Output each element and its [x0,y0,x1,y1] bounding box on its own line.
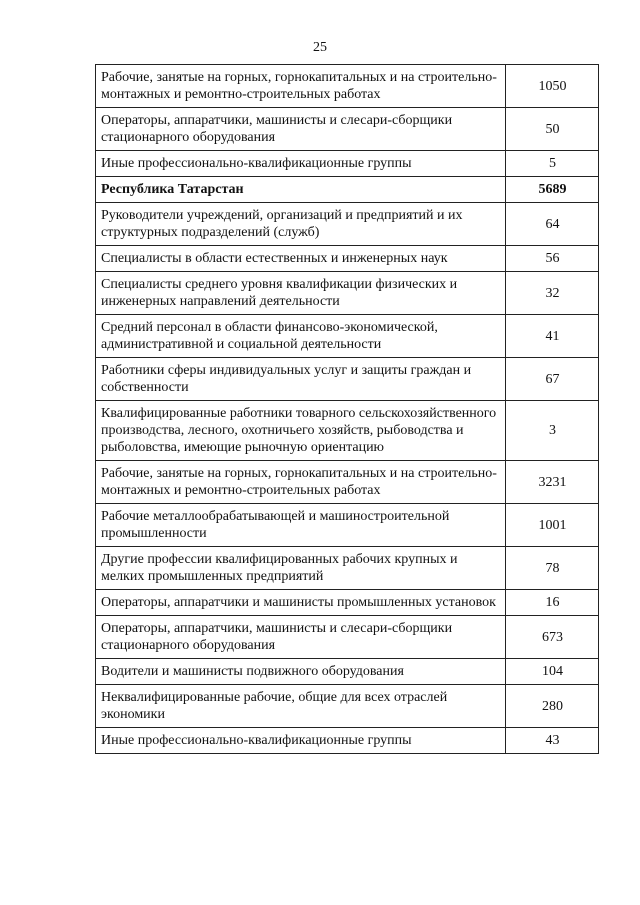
table-row [96,65,599,108]
count-cell: 1001 [506,504,599,547]
count-cell: 50 [506,108,599,151]
occupation-group-cell: Рабочие, занятые на горных, горнокапитальных и на строительно-монтажных и ремонтно-строительных работах [96,461,506,504]
count-cell: 41 [506,315,599,358]
occupation-group-cell: Рабочие, занятые на горных, горнокапитальных и на строительно-монтажных и ремонтно-строительных работах [96,65,506,108]
table-row [96,246,599,272]
table-row [96,728,599,754]
table-row [96,203,599,246]
table-body [96,65,599,754]
occupation-group-cell: Специалисты в области естественных и инженерных наук [96,246,506,272]
occupation-group-cell: Средний персонал в области финансово-экономической, административной и социальной деятельности [96,315,506,358]
occupation-group-cell: Иные профессионально-квалификационные группы [96,151,506,177]
occupation-group-cell: Работники сферы индивидуальных услуг и защиты граждан и собственности [96,358,506,401]
occupation-group-cell: Республика Татарстан [96,177,506,203]
occupation-group-cell: Квалифицированные работники товарного сельскохозяйственного производства, лесного, охотничьего хозяйств, рыбоводства и рыболовства, имеющие рыночную ориентацию [96,401,506,461]
occupation-group-cell: Специалисты среднего уровня квалификации физических и инженерных направлений деятельности [96,272,506,315]
occupation-group-cell: Операторы, аппаратчики, машинисты и слесари-сборщики стационарного оборудования [96,108,506,151]
table-row [96,547,599,590]
count-cell: 280 [506,685,599,728]
count-cell: 64 [506,203,599,246]
occupation-group-cell: Руководители учреждений, организаций и предприятий и их структурных подразделений (служб) [96,203,506,246]
page-number: 25 [313,40,327,55]
occupation-group-cell: Операторы, аппаратчики, машинисты и слесари-сборщики стационарного оборудования [96,616,506,659]
table-row [96,659,599,685]
count-cell: 78 [506,547,599,590]
count-cell: 1050 [506,65,599,108]
occupation-group-cell: Водители и машинисты подвижного оборудования [96,659,506,685]
count-cell: 16 [506,590,599,616]
table-row [96,358,599,401]
occupation-group-cell: Рабочие металлообрабатывающей и машиностроительной промышленности [96,504,506,547]
table-row [96,272,599,315]
count-cell: 5 [506,151,599,177]
count-cell: 56 [506,246,599,272]
occupation-group-cell: Другие профессии квалифицированных рабочих крупных и мелких промышленных предприятий [96,547,506,590]
count-cell: 5689 [506,177,599,203]
table-row [96,401,599,461]
table-row [96,590,599,616]
occupation-table [95,64,599,754]
count-cell: 3 [506,401,599,461]
table-row [96,685,599,728]
table-row [96,504,599,547]
table-row [96,151,599,177]
occupation-group-cell: Иные профессионально-квалификационные группы [96,728,506,754]
count-cell: 43 [506,728,599,754]
table-row [96,108,599,151]
occupation-group-cell: Операторы, аппаратчики и машинисты промышленных установок [96,590,506,616]
count-cell: 3231 [506,461,599,504]
table-row [96,616,599,659]
count-cell: 32 [506,272,599,315]
table-row [96,177,599,203]
table-row [96,315,599,358]
count-cell: 104 [506,659,599,685]
table-row [96,461,599,504]
occupation-group-cell: Неквалифицированные рабочие, общие для всех отраслей экономики [96,685,506,728]
count-cell: 673 [506,616,599,659]
count-cell: 67 [506,358,599,401]
